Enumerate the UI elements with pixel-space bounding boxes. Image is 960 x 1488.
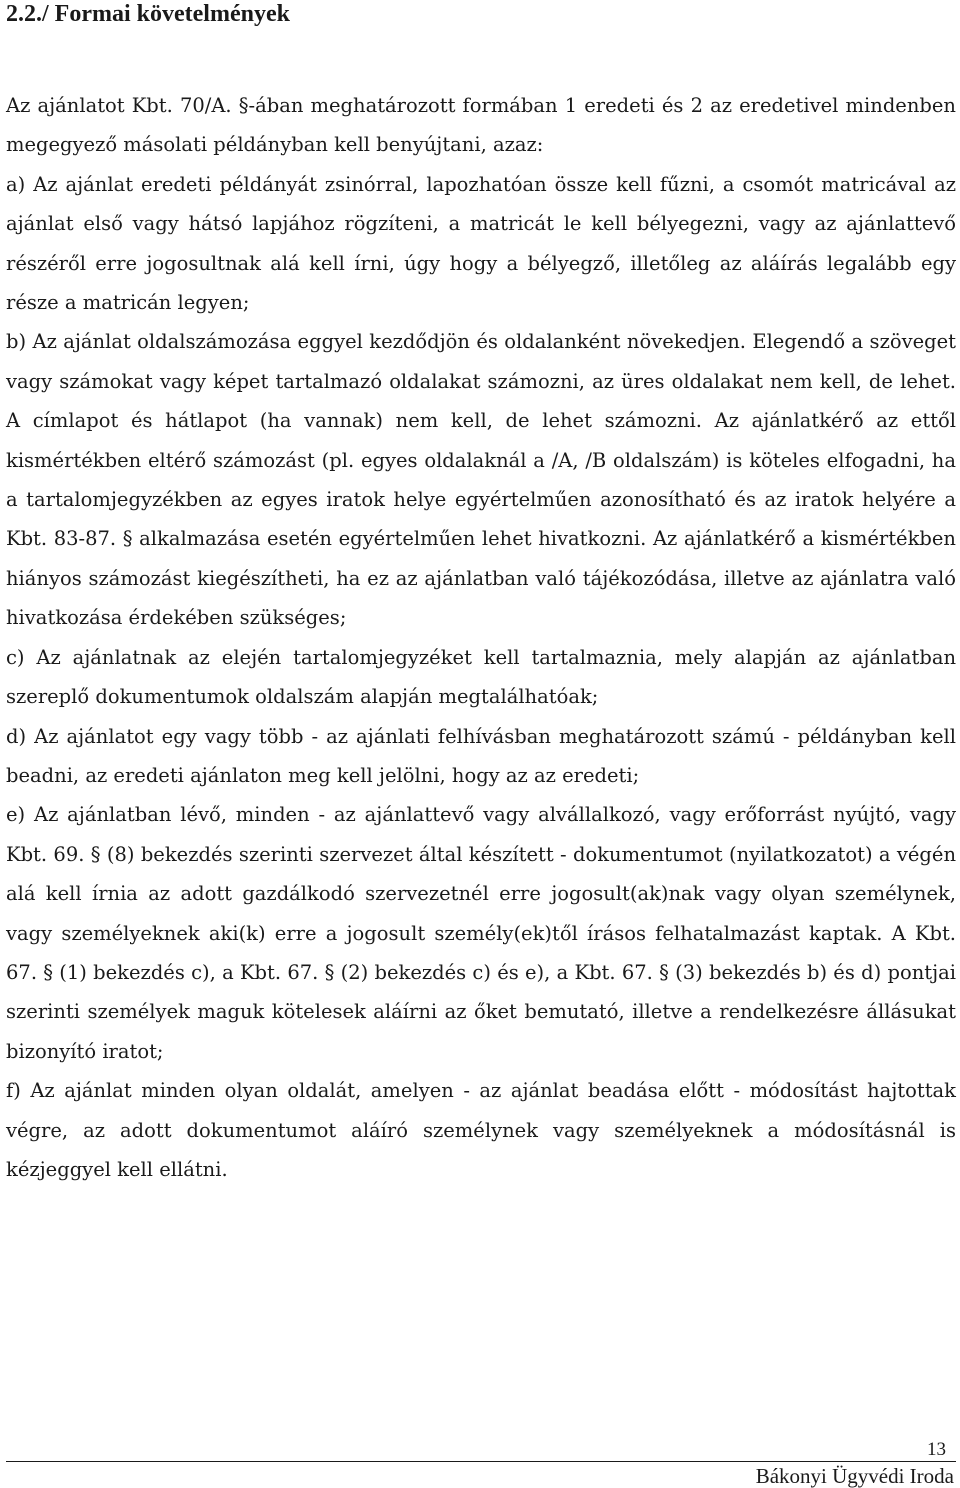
page-number: 13	[927, 1439, 946, 1460]
paragraph-f: f) Az ajánlat minden olyan oldalát, amelyen - az ajánlat beadása előtt - módosítást hajtottak végre, az adott dokumentumot aláíró személynek vagy személyeknek a módosításnál is kézjeggyel kell ellátni.	[6, 1079, 956, 1181]
paragraph-b: b) Az ajánlat oldalszámozása eggyel kezdődjön és oldalanként növekedjen. Elegendő a szöveget vagy számokat vagy képet tartalmazó oldalakat számozni, az üres oldalakat nem kell, de lehet. A címlapot és hátlapot (ha vannak) nem kell, de lehet számozni. Az ajánlatkérő az ettől kismértékben eltérő számozást (pl. egyes oldalaknál a /A, /B oldalszám) is köteles elfogadni, ha a tartalomjegyzékben az egyes iratok helye egyértelműen azonosítható és az iratok helyére a Kbt. 83-87. § alkalmazása esetén egyértelműen lehet hivatkozni. Az ajánlatkérő a kismértékben hiányos számozást kiegészítheti, ha ez az ajánlatban való tájékozódása, illetve az ajánlatra való hivatkozása érdekében szükséges;	[6, 330, 956, 630]
paragraph-e: e) Az ajánlatban lévő, minden - az ajánlattevő vagy alvállalkozó, vagy erőforrást nyújtó, vagy Kbt. 69. § (8) bekezdés szerinti szervezet által készített - dokumentumot (nyilatkozatot) a végén alá kell írnia az adott gazdálkodó szervezetnél erre jogosult(ak)nak vagy olyan személynek, vagy személyeknek aki(k) erre a jogosult személy(ek)től írásos felhatalmazást kaptak. A Kbt. 67. § (1) bekezdés c), a Kbt. 67. § (2) bekezdés c) és e), a Kbt. 67. § (3) bekezdés b) és d) pontjai szerinti személyek maguk kötelesek aláírni az őket bemutató, illetve a rendelkezésre állásukat bizonyító iratot;	[6, 803, 956, 1063]
intro-paragraph: Az ajánlatot Kbt. 70/A. §-ában meghatározott formában 1 eredeti és 2 az eredetivel mindenben megegyező másolati példányban kell benyújtani, azaz:	[6, 94, 956, 157]
paragraph-c: c) Az ajánlatnak az elején tartalomjegyzéket kell tartalmaznia, mely alapján az ajánlatban szereplő dokumentumok oldalszám alapján megtalálhatóak;	[6, 645, 956, 709]
section-heading: 2.2./ Formai követelmények	[6, 1, 290, 27]
paragraph-d: d) Az ajánlatot egy vagy több - az ajánlati felhívásban meghatározott számú - példányban kell beadni, az eredeti ajánlaton meg kell jelölni, hogy az az eredeti;	[6, 724, 956, 787]
footer-divider	[6, 1461, 956, 1462]
paragraph-a: a) Az ajánlat eredeti példányát zsinórral, lapozhatóan össze kell fűzni, a csomót matricával az ajánlat első vagy hátsó lapjához rögzíteni, a matricát le kell bélyegezni, vagy az ajánlattevő részéről erre jogosultnak alá kell írni, úgy hogy a bélyegző, illetőleg az aláírás legalább egy része a matricán legyen;	[6, 172, 956, 315]
footer-firm-name: Bákonyi Ügyvédi Iroda	[755, 1464, 954, 1488]
document-body	[6, 86, 956, 1189]
